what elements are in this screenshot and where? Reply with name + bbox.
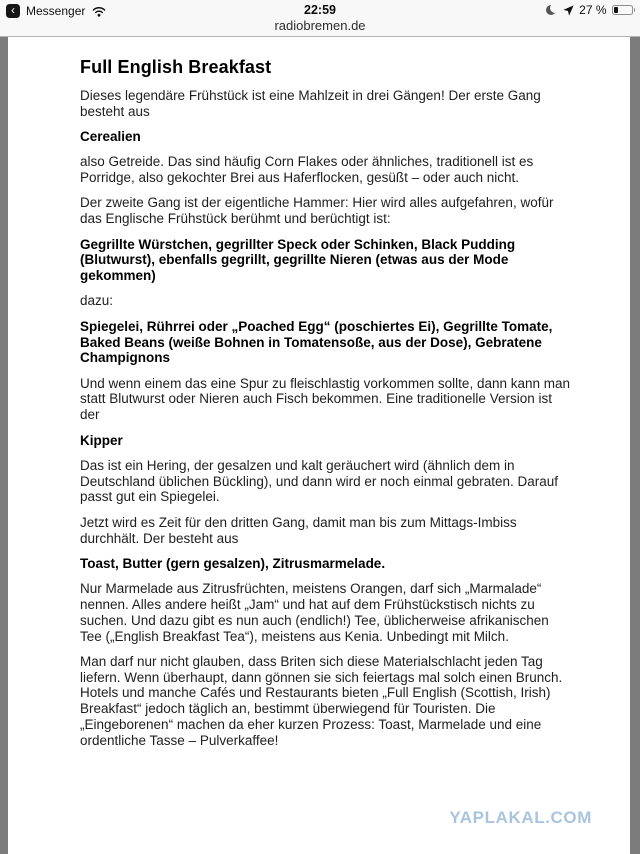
web-page	[8, 37, 630, 854]
article-body	[80, 57, 572, 749]
moon-icon	[546, 4, 558, 16]
article-paragraph: Und wenn einem das eine Spur zu fleischlastig vorkommen sollte, dann kann man statt Blutwurst oder Nieren auch Fisch bekommen. Eine traditionelle Version ist der	[80, 375, 571, 423]
page-right-gutter	[630, 37, 640, 854]
battery-percent-label: 27 %	[579, 3, 607, 17]
article-subheading: Cerealien	[80, 129, 141, 145]
status-right-cluster	[546, 2, 635, 18]
watermark: YAPLAKAL.COM	[449, 808, 592, 827]
article-paragraph: Jetzt wird es Zeit für den dritten Gang, damit man bis zum Mittags-Imbiss durchhält. Der besteht aus	[80, 514, 517, 546]
article-paragraph: Nur Marmelade aus Zitrusfrüchten, meistens Orangen, darf sich „Marmalade“ nennen. Alles andere heißt „Jam“ und hat auf dem Frühstückstisch nichts zu suchen. Und dazu gibt es nun auch (endlich!) Tee, üblicherweise afrikanischen Tee („English Breakfast Tea“), meistens aus Kenia. Unbedingt mit Milch.	[80, 581, 549, 644]
article-paragraph: Der zweite Gang ist der eigentliche Hammer: Hier wird alles aufgefahren, wofür das Englische Frühstück berühmt und berüchtigt ist:	[80, 195, 554, 227]
page-left-gutter	[0, 37, 8, 854]
navigation-arrow-icon	[563, 5, 574, 16]
battery-icon	[612, 5, 636, 16]
status-bar	[0, 0, 640, 37]
article-subheading: Kipper	[80, 432, 123, 448]
article-paragraph: Das ist ein Hering, der gesalzen und kalt geräuchert wird (ähnlich dem in Deutschland üblichen Bückling), und dann wird er noch einmal gebraten. Darauf passt gut ein Spiegelei.	[80, 457, 559, 505]
url-domain-label[interactable]: radiobremen.de	[274, 18, 366, 33]
browser-viewport	[0, 37, 640, 854]
article-paragraph: also Getreide. Das sind häufig Corn Flakes oder ähnliches, traditionell ist es Porridge, also gekochter Brei aus Haferflocken, gesüßt – oder auch nicht.	[80, 154, 534, 186]
back-chevron-icon: ‹	[6, 4, 20, 18]
status-time: 22:59	[304, 3, 336, 17]
article-bold-paragraph: Gegrillte Würstchen, gegrillter Speck oder Schinken, Black Pudding (Blutwurst), ebenfalls gegrillt, gegrillte Nieren (etwas aus der Mode gekommen)	[80, 236, 516, 284]
article-paragraph: Dieses legendäre Frühstück ist eine Mahlzeit in drei Gängen! Der erste Gang besteht aus	[80, 88, 541, 119]
article-bold-paragraph: Spiegelei, Rührrei oder „Poached Egg“ (poschiertes Ei), Gegrillte Tomate, Baked Beans (weiße Bohnen in Tomatensoße, aus der Dose), Gebratene Champignons	[80, 318, 553, 366]
article-paragraph: dazu:	[80, 293, 114, 309]
back-app-label: Messenger	[26, 3, 86, 18]
article-bold-paragraph: Toast, Butter (gern gesalzen), Zitrusmarmelade.	[80, 555, 386, 571]
article-paragraph: Man darf nur nicht glauben, dass Briten sich diese Materialschlacht jeden Tag liefern. Wenn überhaupt, dann gönnen sie sich feiertags mal solch einen Brunch. Hotels und manche Cafés und Restaurants bieten „Full English (Scottish, Irish) Breakfast“ jedoch täglich an, bestimmt überwiegend für Touristen. Die „Eingeborenen“ machen da eher kurzen Prozess: Toast, Marmelade und eine ordentliche Tasse – Pulverkaffee!	[80, 653, 563, 748]
article-title: Full English Breakfast	[80, 57, 272, 77]
